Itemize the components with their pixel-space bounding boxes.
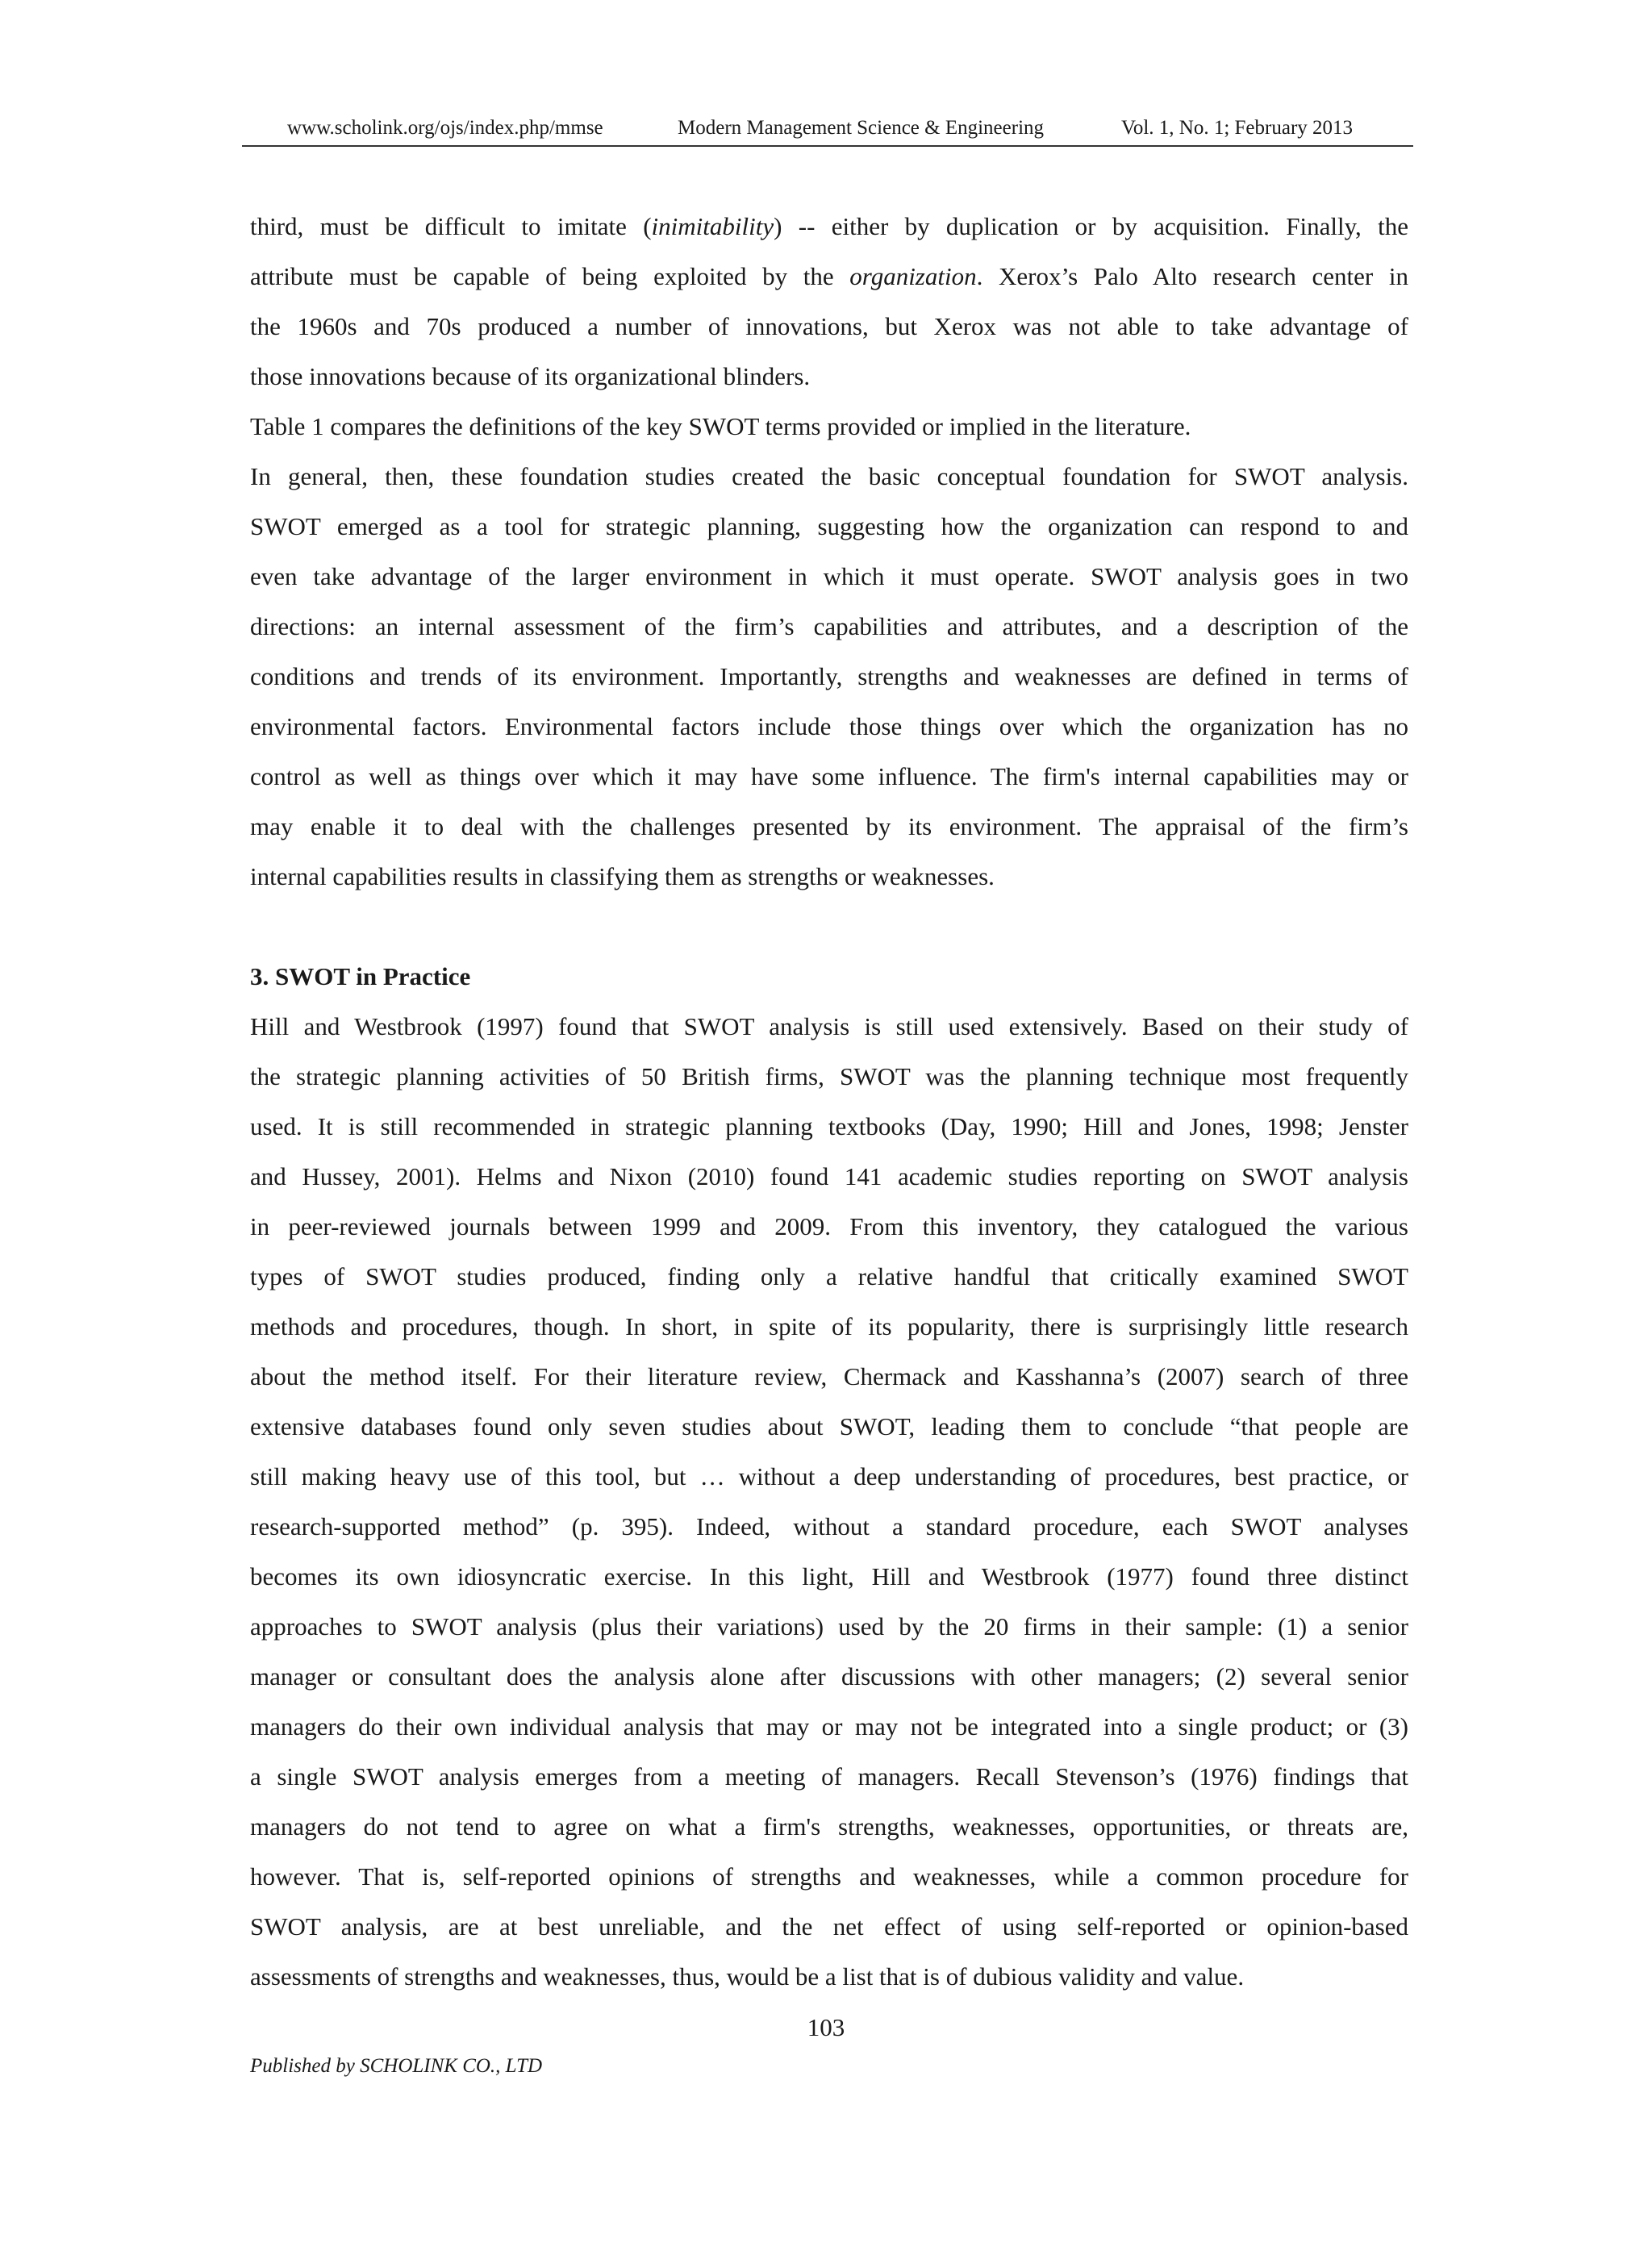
text-line [250, 252, 1408, 302]
text-line: becomes its own idiosyncratic exercise. In this light, Hill and Westbrook (1977) found three distinct [250, 1562, 1408, 1591]
text-line: managers do not tend to agree on what a firm's strengths, weaknesses, opportunities, or threats are, [250, 1812, 1408, 1841]
text-run: attribute must be capable of being exploited by the [250, 262, 850, 290]
text-run: third, must be difficult to imitate ( [250, 212, 652, 240]
text-line: research-supported method” (p. 395). Indeed, without a standard procedure, each SWOT analyses [250, 1512, 1408, 1540]
journal-volume: Vol. 1, No. 1; February 2013 [1121, 117, 1354, 139]
text-line: managers do their own individual analysis that may or may not be integrated into a single product; or (3) [250, 1712, 1408, 1741]
text-line: Table 1 compares the definitions of the key SWOT terms provided or implied in the literature. [250, 412, 1191, 440]
journal-title: Modern Management Science & Engineering [678, 117, 1045, 139]
publisher-footer: Published by SCHOLINK CO., LTD [250, 2055, 543, 2077]
text-line: in peer-reviewed journals between 1999 and 2009. From this inventory, they catalogued the various [250, 1212, 1408, 1240]
text-line: a single SWOT analysis emerges from a meeting of managers. Recall Stevenson’s (1976) findings that [250, 1762, 1408, 1791]
text-run: . Xerox’s Palo Alto research center in [976, 262, 1408, 290]
text-line: conditions and trends of its environment. Importantly, strengths and weaknesses are defined in terms of [250, 662, 1408, 690]
text-line: methods and procedures, though. In short, in spite of its popularity, there is surprisingly little research [250, 1312, 1408, 1340]
page-number: 103 [807, 2013, 845, 2041]
section-heading: 3. SWOT in Practice [250, 962, 471, 990]
paragraph-3 [250, 452, 1408, 902]
article-body [250, 202, 1408, 2002]
text-line: internal capabilities results in classifying them as strengths or weaknesses. [250, 862, 995, 890]
text-run: ) -- either by duplication or by acquisition. Finally, the [774, 212, 1408, 240]
text-line: the strategic planning activities of 50 British firms, SWOT was the planning technique most frequently [250, 1062, 1408, 1090]
text-line: In general, then, these foundation studies created the basic conceptual foundation for SWOT analysis. [250, 462, 1408, 490]
paragraph-4 [250, 1002, 1408, 2002]
text-line: even take advantage of the larger environment in which it must operate. SWOT analysis goes in two [250, 562, 1408, 590]
text-line: however. That is, self-reported opinions of strengths and weaknesses, while a common procedure for [250, 1862, 1408, 1891]
text-line: those innovations because of its organizational blinders. [250, 362, 811, 390]
paragraph-spacer [250, 902, 1408, 952]
text-line: manager or consultant does the analysis alone after discussions with other managers; (2) several senior [250, 1662, 1408, 1691]
text-line: directions: an internal assessment of the firm’s capabilities and attributes, and a description of the [250, 612, 1408, 640]
emphasis-organization: organization [849, 262, 977, 290]
text-line: may enable it to deal with the challenges presented by its environment. The appraisal of the firm’s [250, 812, 1408, 840]
text-line: extensive databases found only seven studies about SWOT, leading them to conclude “that people are [250, 1412, 1408, 1440]
text-line: used. It is still recommended in strategic planning textbooks (Day, 1990; Hill and Jones, 1998; Jenster [250, 1112, 1408, 1140]
text-line: about the method itself. For their literature review, Chermack and Kasshanna’s (2007) search of three [250, 1362, 1408, 1390]
text-line: approaches to SWOT analysis (plus their variations) used by the 20 firms in their sample: (1) a senior [250, 1612, 1408, 1641]
text-line: assessments of strengths and weaknesses, thus, would be a list that is of dubious validity and value. [250, 1962, 1245, 1991]
text-line: control as well as things over which it may have some influence. The firm's internal capabilities may or [250, 762, 1408, 790]
text-line: SWOT analysis, are at best unreliable, and the net effect of using self-reported or opinion-based [250, 1912, 1408, 1941]
text-line: and Hussey, 2001). Helms and Nixon (2010) found 141 academic studies reporting on SWOT analysis [250, 1162, 1408, 1190]
text-line: environmental factors. Environmental factors include those things over which the organization has no [250, 712, 1408, 740]
paragraph-2 [250, 402, 1408, 452]
text-line: types of SWOT studies produced, finding only a relative handful that critically examined SWOT [250, 1262, 1408, 1290]
text-line: still making heavy use of this tool, but … without a deep understanding of procedures, best practice, or [250, 1462, 1408, 1490]
paragraph-1 [250, 202, 1408, 402]
text-line: SWOT emerged as a tool for strategic planning, suggesting how the organization can respond to and [250, 512, 1408, 540]
text-line [250, 202, 1408, 252]
text-line: Hill and Westbrook (1997) found that SWOT analysis is still used extensively. Based on their study of [250, 1012, 1408, 1040]
text-line: the 1960s and 70s produced a number of innovations, but Xerox was not able to take advantage of [250, 312, 1408, 340]
journal-url: www.scholink.org/ojs/index.php/mmse [287, 117, 603, 139]
emphasis-inimitability: inimitability [651, 212, 774, 240]
running-header [242, 113, 1413, 147]
